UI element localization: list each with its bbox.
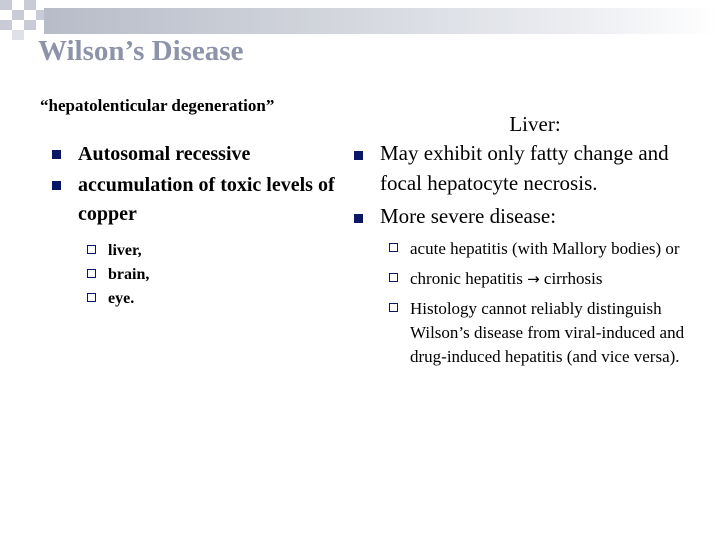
sub-list-item	[380, 267, 710, 291]
header-gradient-band	[44, 8, 720, 34]
sub-list-item-text: Histology cannot reliably distinguish Wilson’s disease from viral-induced and drug-induced hepatitis (and vice versa).	[410, 298, 685, 366]
right-column-heading: Liver:	[509, 112, 561, 136]
sub-list-item-text: liver,	[108, 242, 142, 259]
sub-list-item	[380, 297, 710, 368]
square-bullet-icon	[354, 214, 363, 223]
sub-list-item-text: acute hepatitis (with Mallory bodies) or	[410, 239, 680, 259]
right-bullet-list	[350, 139, 710, 368]
list-item	[350, 139, 710, 198]
right-arrow-icon: →	[527, 270, 540, 289]
list-item	[350, 202, 710, 368]
list-item	[48, 171, 348, 311]
list-item-text: More severe disease:	[380, 203, 557, 228]
sub-list-item-text-before: chronic hepatitis	[410, 269, 528, 289]
list-item	[48, 140, 348, 169]
sub-list-item	[78, 287, 348, 311]
sub-list-item-text-after: cirrhosis	[539, 269, 603, 289]
list-item-text: May exhibit only fatty change and focal hepatocyte necrosis.	[380, 141, 669, 195]
right-column	[350, 112, 710, 374]
hollow-square-bullet-icon	[389, 243, 398, 252]
hollow-square-bullet-icon	[389, 273, 398, 282]
hollow-square-bullet-icon	[389, 303, 398, 312]
list-item-text: Autosomal recessive	[78, 143, 251, 165]
square-bullet-icon	[52, 181, 61, 190]
left-bullet-list	[48, 140, 348, 311]
slide-title: Wilson’s Disease	[38, 35, 244, 67]
left-sub-list	[48, 239, 348, 311]
sub-list-item-text: brain,	[108, 266, 150, 283]
hollow-square-bullet-icon	[87, 293, 96, 302]
sub-list-item	[78, 263, 348, 287]
list-item-text: accumulation of toxic levels of copper	[78, 174, 335, 225]
sub-list-item	[380, 237, 710, 261]
left-column	[48, 140, 348, 313]
slide-subtitle: “hepatolenticular degeneration”	[40, 96, 275, 115]
square-bullet-icon	[354, 151, 363, 160]
sub-list-item	[78, 239, 348, 263]
hollow-square-bullet-icon	[87, 269, 96, 278]
hollow-square-bullet-icon	[87, 245, 96, 254]
right-sub-list	[350, 237, 710, 368]
square-bullet-icon	[52, 150, 61, 159]
sub-list-item-text: eye.	[108, 290, 135, 307]
